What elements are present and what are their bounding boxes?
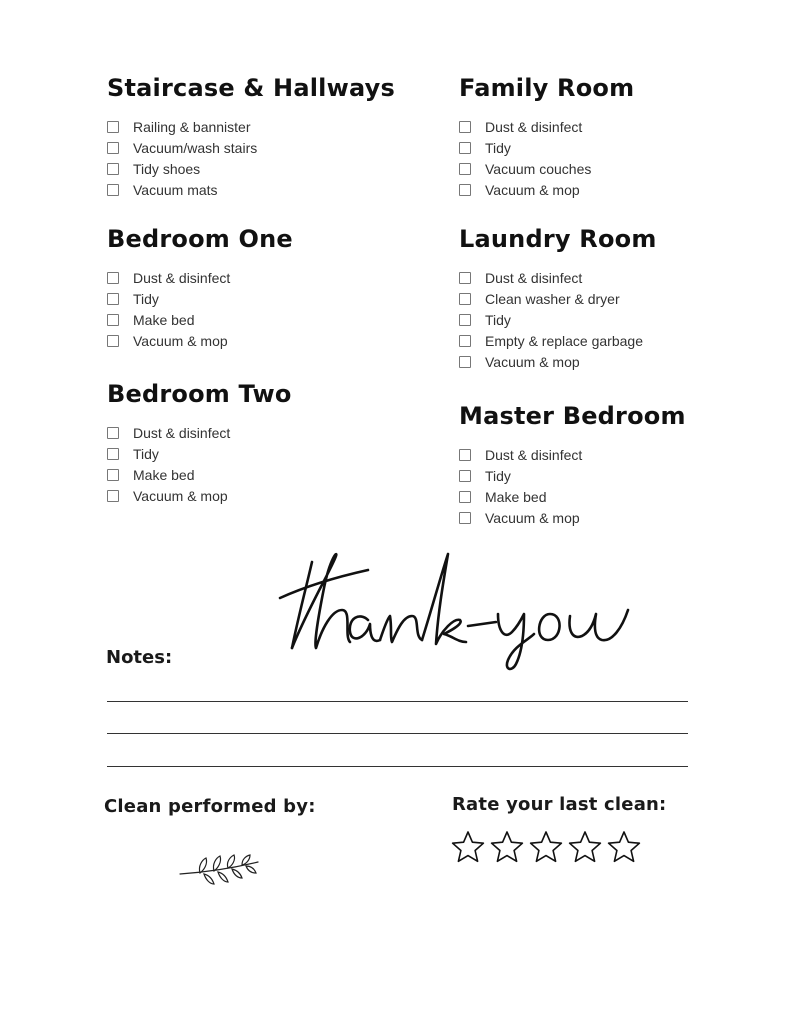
section-title: Master Bedroom (459, 402, 686, 430)
notes-line[interactable] (107, 733, 688, 734)
checkbox[interactable] (459, 512, 471, 524)
checklist-item-label: Tidy (485, 311, 511, 328)
checklist (107, 116, 407, 200)
section-family-room (459, 74, 759, 200)
checkbox[interactable] (107, 121, 119, 133)
clean-performed-by-label: Clean performed by: (104, 796, 316, 817)
checkbox[interactable] (107, 293, 119, 305)
notes-line[interactable] (107, 766, 688, 767)
checkbox[interactable] (107, 490, 119, 502)
star-icon[interactable] (567, 829, 603, 865)
checklist-item (459, 351, 759, 372)
checkbox[interactable] (459, 314, 471, 326)
checklist-item (107, 137, 407, 158)
checklist-item (107, 179, 407, 200)
checklist-item (459, 158, 759, 179)
checkbox[interactable] (459, 449, 471, 461)
checklist-item-label: Dust & disinfect (485, 269, 583, 286)
checklist-item (459, 444, 759, 465)
section-title: Family Room (459, 74, 635, 102)
checklist-item (459, 288, 759, 309)
checklist-item-label: Vacuum & mop (485, 181, 580, 198)
checklist-item-label: Dust & disinfect (485, 118, 583, 135)
checklist-item (107, 485, 407, 506)
checkbox[interactable] (107, 427, 119, 439)
checkbox[interactable] (107, 142, 119, 154)
checkbox[interactable] (459, 272, 471, 284)
checkbox[interactable] (107, 335, 119, 347)
checklist-item (459, 179, 759, 200)
checkbox[interactable] (107, 469, 119, 481)
checklist-item (459, 486, 759, 507)
checklist (459, 116, 759, 200)
checklist (107, 267, 407, 351)
checklist-item-label: Clean washer & dryer (485, 290, 620, 307)
checkbox[interactable] (107, 314, 119, 326)
checklist-item-label: Vacuum & mop (485, 353, 580, 370)
checklist-item-label: Tidy (485, 467, 511, 484)
section-bedroom-one (107, 225, 407, 351)
checklist-item (459, 137, 759, 158)
section-title: Bedroom Two (107, 380, 292, 408)
checkbox[interactable] (107, 272, 119, 284)
checkbox[interactable] (107, 184, 119, 196)
section-master-bedroom (459, 402, 759, 528)
rate-last-clean-label: Rate your last clean: (452, 794, 667, 815)
checklist-item (107, 464, 407, 485)
checklist-item (107, 330, 407, 351)
checkbox[interactable] (459, 293, 471, 305)
star-icon[interactable] (528, 829, 564, 865)
checklist-item-label: Vacuum & mop (133, 332, 228, 349)
checklist (459, 267, 759, 372)
checklist (459, 444, 759, 528)
thank-you-script-graphic (272, 548, 672, 678)
checklist-item-label: Vacuum & mop (133, 487, 228, 504)
checkbox[interactable] (459, 184, 471, 196)
checklist-item (107, 116, 407, 137)
checklist (107, 422, 407, 506)
section-title: Laundry Room (459, 225, 657, 253)
checklist-item (459, 267, 759, 288)
checklist-item-label: Tidy (133, 290, 159, 307)
checklist-item (459, 116, 759, 137)
checklist-item-label: Vacuum couches (485, 160, 592, 177)
checklist-item-label: Vacuum & mop (485, 509, 580, 526)
checklist-item-label: Railing & bannister (133, 118, 251, 135)
notes-line[interactable] (107, 701, 688, 702)
section-laundry-room (459, 225, 759, 372)
notes-label: Notes: (106, 647, 173, 668)
checklist-item (107, 309, 407, 330)
checklist-item-label: Make bed (133, 466, 195, 483)
checklist-item (459, 507, 759, 528)
checkbox[interactable] (107, 163, 119, 175)
checklist-item-label: Tidy (133, 445, 159, 462)
star-icon[interactable] (450, 829, 486, 865)
checklist-item-label: Tidy shoes (133, 160, 201, 177)
checklist-item (459, 330, 759, 351)
checklist-item (107, 267, 407, 288)
checklist-item-label: Dust & disinfect (485, 446, 583, 463)
checklist-item (459, 309, 759, 330)
checklist-item-label: Make bed (485, 488, 547, 505)
star-icon[interactable] (606, 829, 642, 865)
checklist-item-label: Dust & disinfect (133, 269, 231, 286)
checkbox[interactable] (459, 121, 471, 133)
section-title: Staircase & Hallways (107, 74, 395, 102)
checklist-item-label: Vacuum/wash stairs (133, 139, 258, 156)
checklist-item (459, 465, 759, 486)
section-bedroom-two (107, 380, 407, 506)
checkbox[interactable] (107, 448, 119, 460)
checkbox[interactable] (459, 335, 471, 347)
section-staircase-hallways (107, 74, 407, 200)
checklist-item-label: Tidy (485, 139, 511, 156)
checkbox[interactable] (459, 491, 471, 503)
checklist-item-label: Empty & replace garbage (485, 332, 643, 349)
checklist-item (107, 288, 407, 309)
checklist-item-label: Make bed (133, 311, 195, 328)
checklist-item (107, 443, 407, 464)
leaf-sprig-icon (178, 854, 260, 886)
checkbox[interactable] (459, 470, 471, 482)
checklist-item-label: Vacuum mats (133, 181, 218, 198)
checkbox[interactable] (459, 163, 471, 175)
checklist-item-label: Dust & disinfect (133, 424, 231, 441)
checkbox[interactable] (459, 356, 471, 368)
checkbox[interactable] (459, 142, 471, 154)
section-title: Bedroom One (107, 225, 293, 253)
checklist-item (107, 158, 407, 179)
star-rating (450, 829, 642, 865)
checklist-item (107, 422, 407, 443)
star-icon[interactable] (489, 829, 525, 865)
